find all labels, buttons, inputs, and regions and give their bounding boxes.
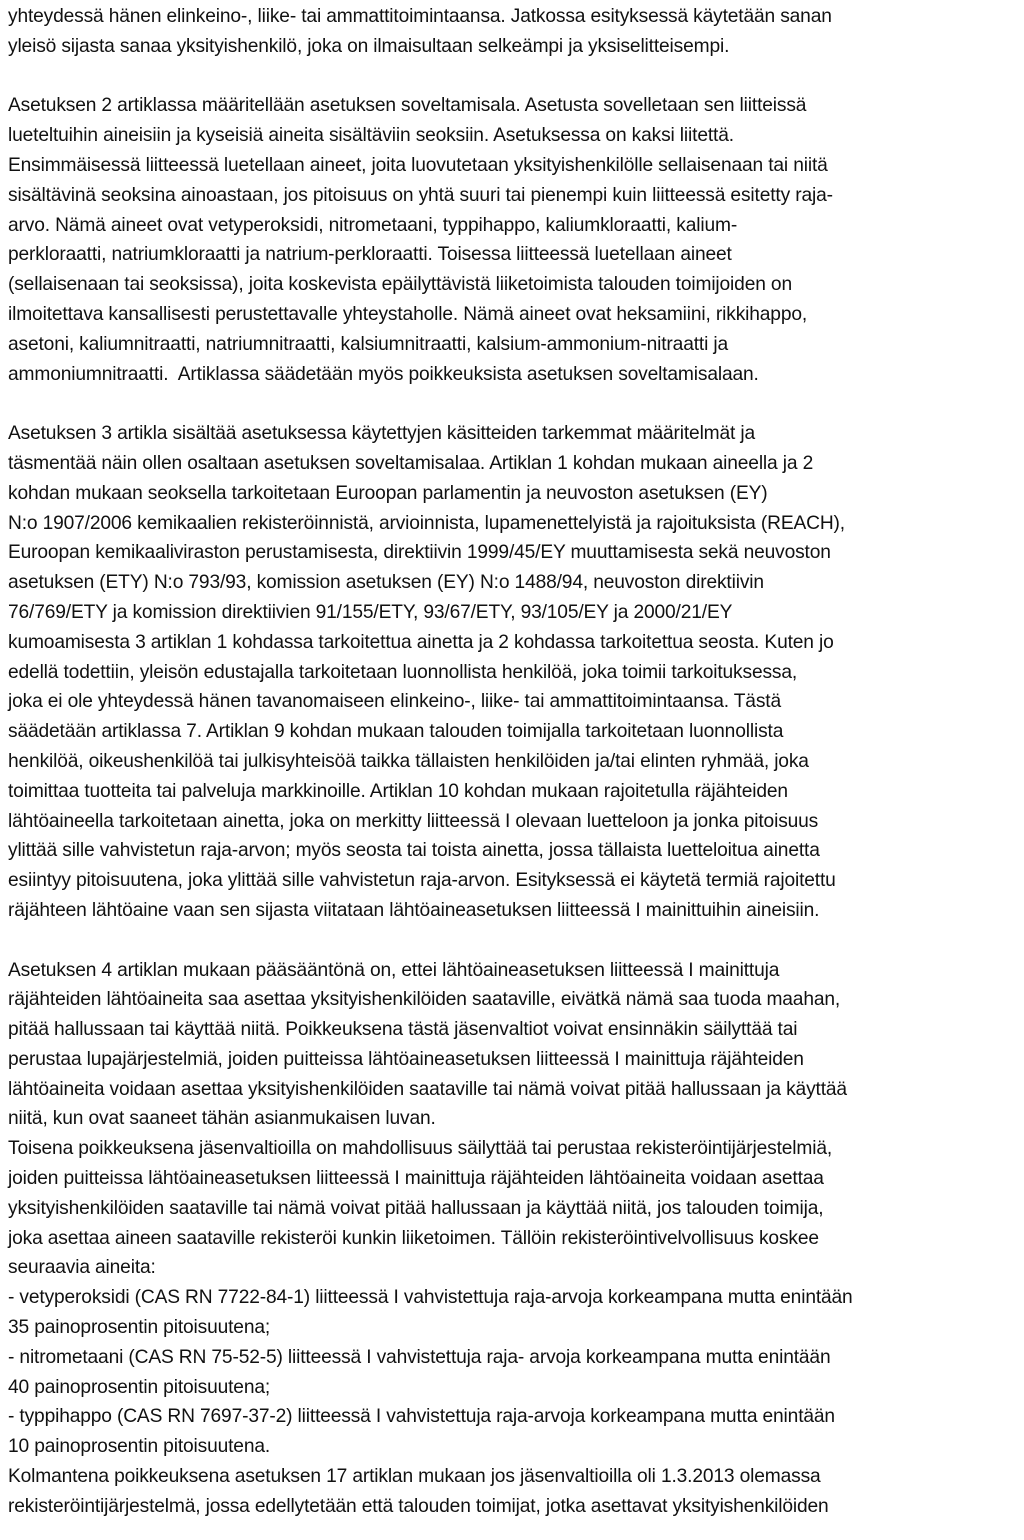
- text-line: asetuksen (ETY) N:o 793/93, komission asetuksen (EY) N:o 1488/94, neuvoston direktiivin: [8, 572, 764, 594]
- paragraph-gap: [8, 389, 1024, 419]
- paragraph-gap: [8, 62, 1024, 92]
- text-line: 35 painoprosentin pitoisuutena;: [8, 1317, 271, 1339]
- text-line: niitä, kun ovat saaneet tähän asianmukaisen luvan.: [8, 1108, 436, 1130]
- text-line: täsmentää näin ollen osaltaan asetuksen soveltamisalaa. Artiklan 1 kohdan mukaan aineella ja 2: [8, 452, 814, 474]
- text-line: pitää hallussaan tai käyttää niitä. Poikkeuksena tästä jäsenvaltiot voivat ensinnäkin säilyttää tai: [8, 1019, 798, 1041]
- text-line: seuraavia aineita:: [8, 1257, 156, 1279]
- text-line: Euroopan kemikaaliviraston perustamisesta, direktiivin 1999/45/EY muuttamisesta sekä neuvoston: [8, 542, 831, 564]
- text-line: edellä todettiin, yleisön edustajalla tarkoitetaan luonnollista henkilöä, joka toimii tarkoituksessa,: [8, 661, 798, 683]
- text-line: (sellaisenaan tai seoksissa), joita koskevista epäilyttävistä liiketoimista talouden toimijoiden on: [8, 274, 792, 296]
- text-line: joka ei ole yhteydessä hänen tavanomaiseen elinkeino-, liike- tai ammattitoimintaansa. Tästä: [8, 691, 781, 713]
- document-page: [8, 2, 1024, 1522]
- text-line: 40 painoprosentin pitoisuutena;: [8, 1376, 271, 1398]
- text-line: Asetuksen 2 artiklassa määritellään asetuksen soveltamisala. Asetusta sovelletaan sen liitteissä: [8, 95, 807, 117]
- text-line: räjähteen lähtöaine vaan sen sijasta viitataan lähtöaineasetuksen liitteessä I mainittuihin aineisiin.: [8, 899, 820, 921]
- list-item: - vetyperoksidi (CAS RN 7722-84-1) liitteessä I vahvistettuja raja-arvoja korkeampana mutta enintään: [8, 1287, 853, 1309]
- text-line: yhteydessä hänen elinkeino-, liike- tai ammattitoimintaansa. Jatkossa esityksessä käytetään sanan: [8, 6, 832, 27]
- text-line: esiintyy pitoisuutena, joka ylittää sille vahvistetun raja-arvon. Esityksessä ei käytetä termiä rajoitettu: [8, 870, 836, 892]
- text-line: yleisö sijasta sanaa yksityishenkilö, joka on ilmaisultaan selkeämpi ja yksiselitteisempi.: [8, 35, 730, 57]
- text-line: 10 painoprosentin pitoisuutena.: [8, 1436, 271, 1458]
- text-line: perustaa lupajärjestelmiä, joiden puitteissa lähtöaineasetuksen liitteessä I mainittuja räjähteiden: [8, 1048, 804, 1070]
- text-line: ilmoitettava kansallisesti perustettavalle yhteystaholle. Nämä aineet ovat heksamiini, rikkihappo,: [8, 303, 808, 325]
- text-line: Asetuksen 4 artiklan mukaan pääsääntönä on, ettei lähtöaineasetuksen liitteessä I mainittuja: [8, 959, 780, 981]
- text-line: arvo. Nämä aineet ovat vetyperoksidi, nitrometaani, typpihappo, kaliumkloraatti, kalium-: [8, 214, 738, 236]
- text-line: kumoamisesta 3 artiklan 1 kohdassa tarkoitettua ainetta ja 2 kohdassa tarkoitettua seosta. Kuten jo: [8, 631, 834, 653]
- text-line: joiden puitteissa lähtöaineasetuksen liitteessä I mainittuja räjähteiden lähtöaineita voidaan asettaa: [8, 1168, 824, 1190]
- text-line: toimittaa tuotteita tai palveluja markkinoille. Artiklan 10 kohdan mukaan rajoitetulla räjähteiden: [8, 780, 788, 802]
- text-line: Kolmantena poikkeuksena asetuksen 17 artiklan mukaan jos jäsenvaltioilla oli 1.3.2013 olemassa: [8, 1466, 821, 1488]
- text-line: lähtöaineella tarkoitetaan ainetta, joka on merkitty liitteessä I olevaan luetteloon ja jonka pitoisuus: [8, 810, 819, 832]
- text-line: kohdan mukaan seoksella tarkoitetaan Euroopan parlamentin ja neuvoston asetuksen (EY): [8, 482, 768, 504]
- paragraph-article-2: [8, 91, 1024, 389]
- paragraph-article-4: [8, 956, 1024, 1522]
- text-line: henkilöä, oikeushenkilöä tai julkisyhteisöä taikka tällaisten henkilöiden ja/tai elinten ryhmää, joka: [8, 750, 809, 772]
- text-line: Toisena poikkeuksena jäsenvaltioilla on mahdollisuus säilyttää tai perustaa rekisteröintijärjestelmiä,: [8, 1138, 833, 1160]
- text-line: lueteltuihin aineisiin ja kyseisiä aineita sisältäviin seoksiin. Asetuksessa on kaksi liitettä.: [8, 125, 734, 147]
- text-line: perkloraatti, natriumkloraatti ja natrium-perkloraatti. Toisessa liitteessä luetellaan aineet: [8, 244, 732, 266]
- text-line: ylittää sille vahvistetun raja-arvon; myös seosta tai toista ainetta, jossa tällaista luetteloitua ainetta: [8, 840, 820, 862]
- text-line: N:o 1907/2006 kemikaalien rekisteröinnistä, arvioinnista, lupamenettelyistä ja rajoituksista (REACH),: [8, 512, 845, 534]
- text-line: rekisteröintijärjestelmä, jossa edellytetään että talouden toimijat, jotka asettavat yksityishenkilöiden: [8, 1495, 829, 1517]
- text-line: 76/769/ETY ja komission direktiivien 91/155/ETY, 93/67/ETY, 93/105/EY ja 2000/21/EY: [8, 601, 733, 623]
- text-line: lähtöaineita voidaan asettaa yksityishenkilöiden saataville tai nämä voivat pitää hallussaan ja käyttää: [8, 1078, 847, 1100]
- text-line: sisältävinä seoksina ainoastaan, jos pitoisuus on yhtä suuri tai pienempi kuin liitteessä esitetty raja-: [8, 184, 833, 206]
- list-item: - nitrometaani (CAS RN 75-52-5) liitteessä I vahvistettuja raja- arvoja korkeampana mutta enintään: [8, 1346, 831, 1368]
- text-line: Ensimmäisessä liitteessä luetellaan aineet, joita luovutetaan yksityishenkilölle sellaisenaan tai niitä: [8, 154, 828, 176]
- text-line: räjähteiden lähtöaineita saa asettaa yksityishenkilöiden saataville, eivätkä nämä saa tuoda maahan,: [8, 989, 841, 1011]
- text-line: ammoniumnitraatti. Artiklassa säädetään myös poikkeuksista asetuksen soveltamisalaan.: [8, 363, 759, 385]
- paragraph-gap: [8, 926, 1024, 956]
- paragraph-article-3: [8, 419, 1024, 926]
- paragraph-intro-continuation: [8, 2, 1024, 62]
- text-line: Asetuksen 3 artikla sisältää asetuksessa käytettyjen käsitteiden tarkemmat määritelmät ja: [8, 423, 756, 445]
- text-line: säädetään artiklassa 7. Artiklan 9 kohdan mukaan talouden toimijalla tarkoitetaan luonnollista: [8, 721, 784, 743]
- list-item: - typpihappo (CAS RN 7697-37-2) liitteessä I vahvistettuja raja-arvoja korkeampana mutta enintään: [8, 1406, 835, 1428]
- text-line: joka asettaa aineen saataville rekisteröi kunkin liiketoimen. Tällöin rekisteröintivelvollisuus koskee: [8, 1227, 819, 1249]
- text-line: yksityishenkilöiden saataville tai nämä voivat pitää hallussaan ja käyttää niitä, jos talouden toimija,: [8, 1197, 824, 1219]
- text-line: asetoni, kaliumnitraatti, natriumnitraatti, kalsiumnitraatti, kalsium-ammonium-nitraatti ja: [8, 333, 729, 355]
